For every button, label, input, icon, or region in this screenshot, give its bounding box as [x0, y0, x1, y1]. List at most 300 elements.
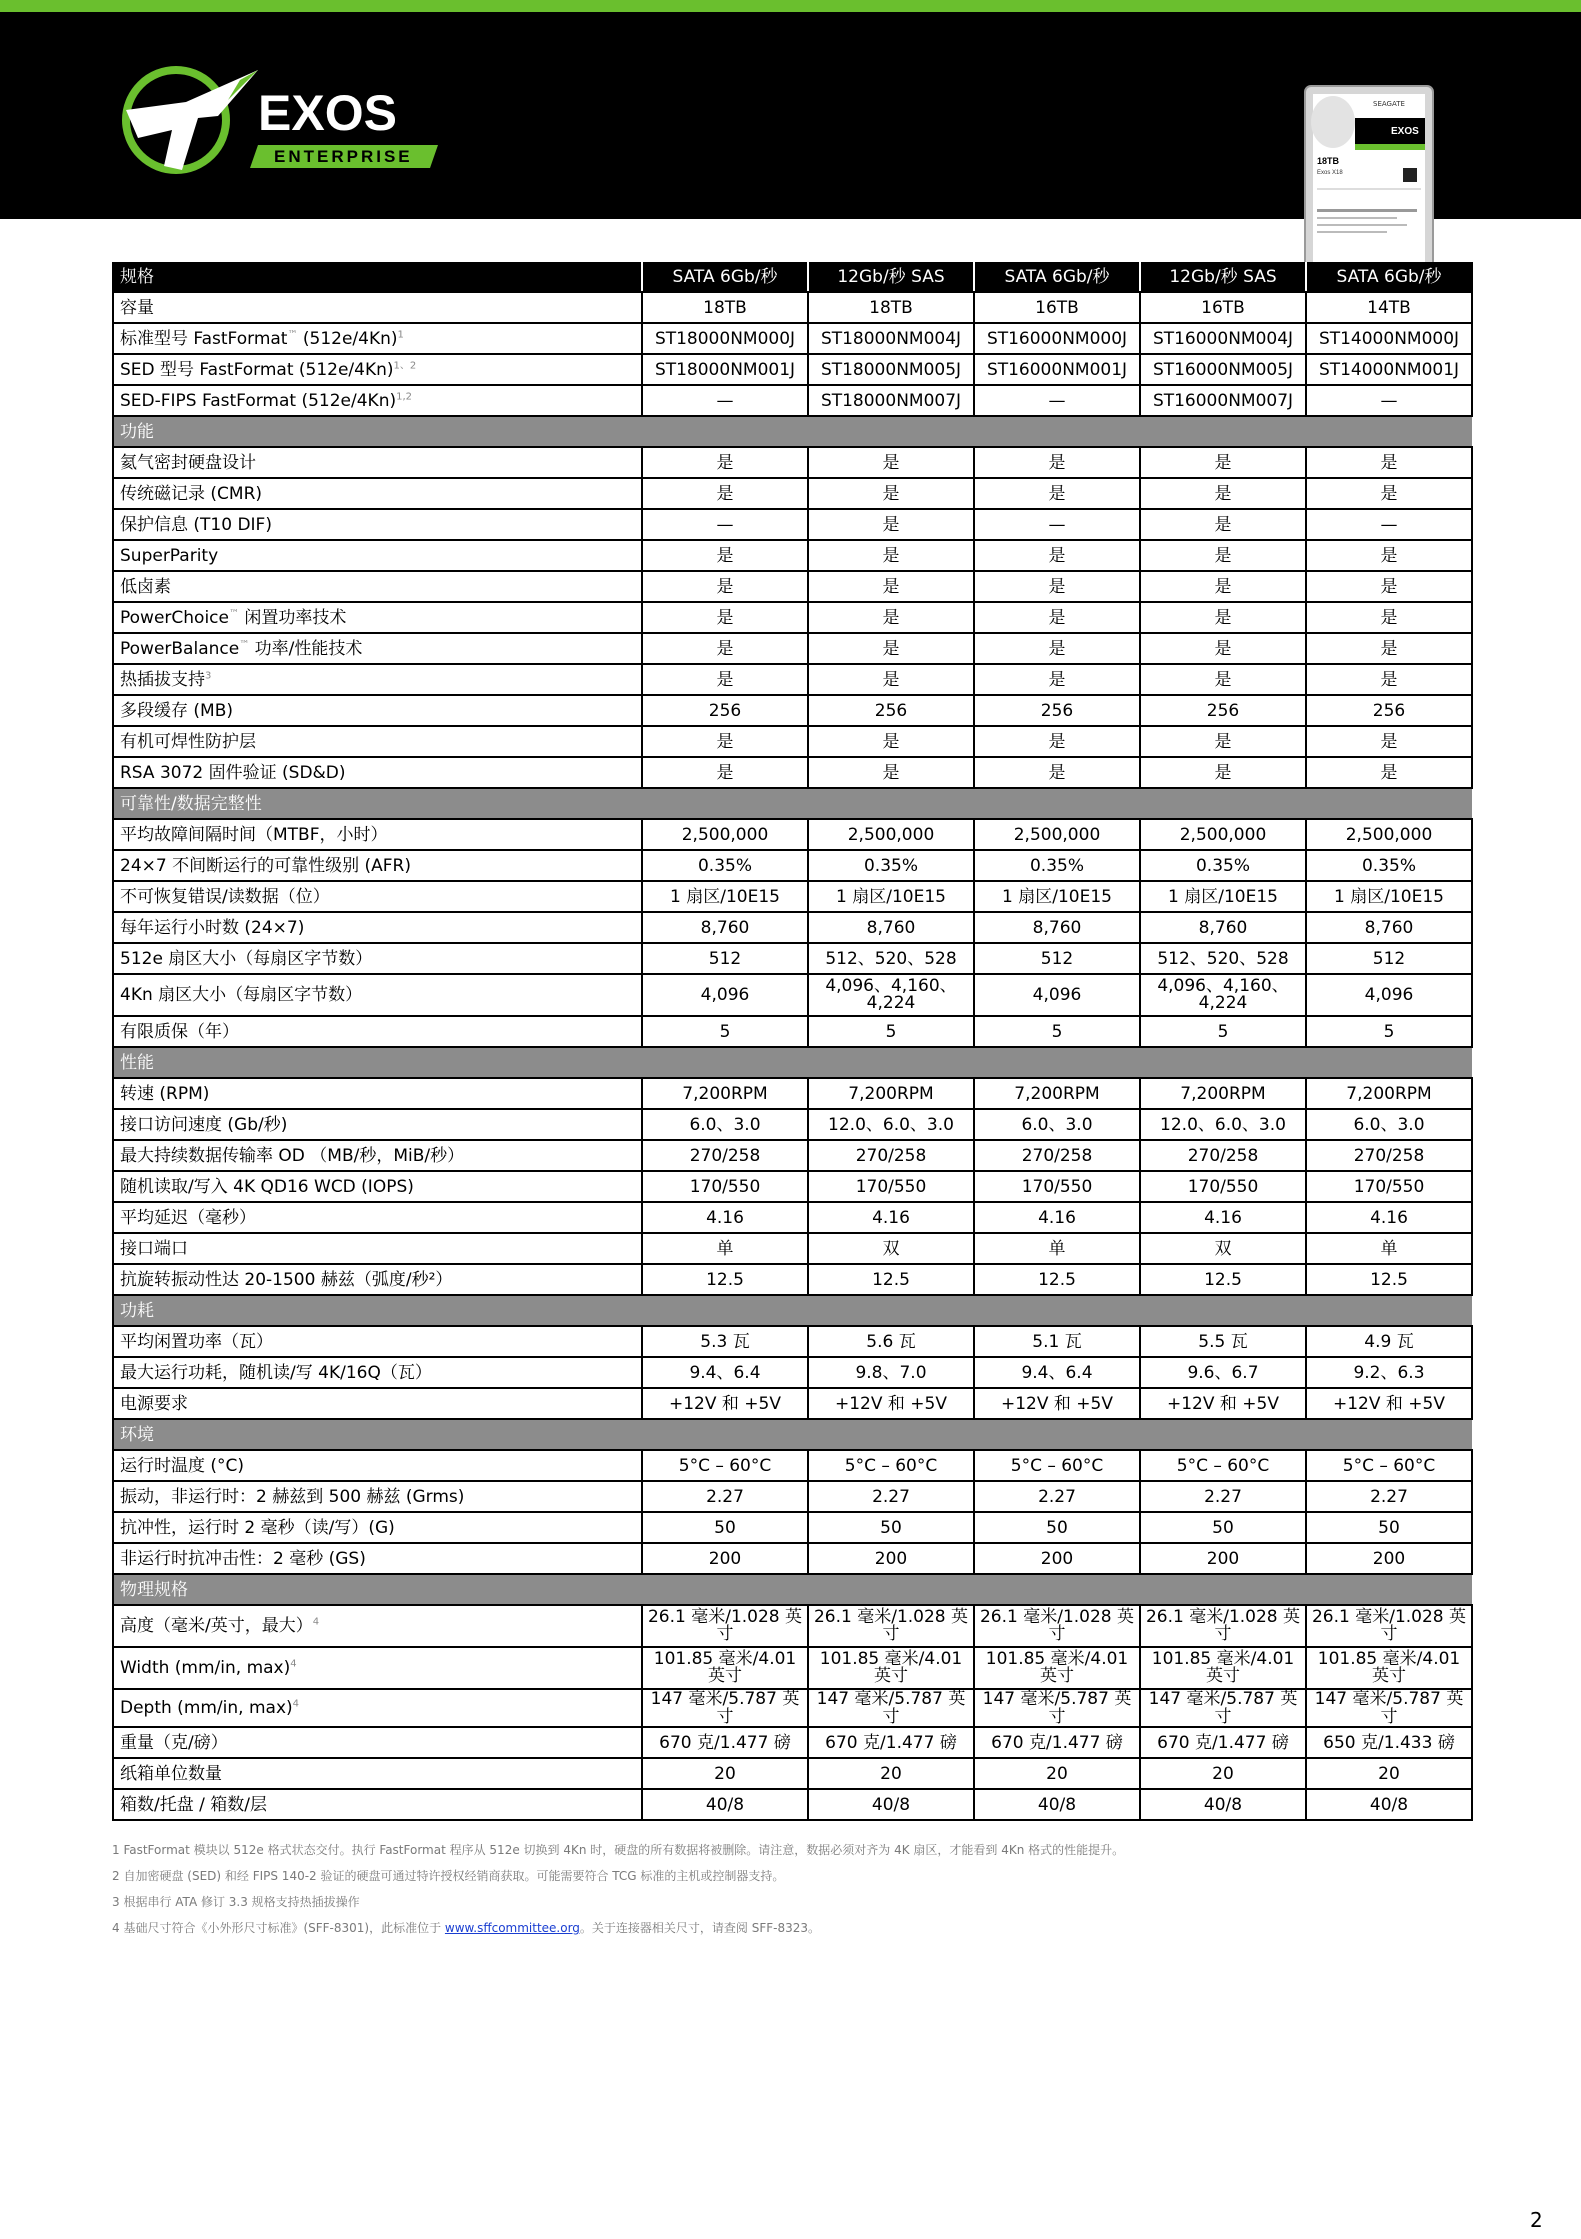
table-cell: —: [1306, 509, 1472, 540]
table-cell: 14TB: [1306, 292, 1472, 323]
table-row: [113, 354, 1472, 385]
row-label-text: 抗旋转振动性达 20-1500 赫兹（弧度/秒²）: [120, 1269, 453, 1290]
table-cell: 是: [642, 447, 808, 478]
table-cell: 是: [974, 540, 1140, 571]
table-cell: 147 毫米/5.787 英寸: [808, 1689, 974, 1727]
trademark-mark: ™: [239, 638, 250, 650]
table-cell: 4.16: [1306, 1202, 1472, 1233]
table-cell: 26.1 毫米/1.028 英寸: [1140, 1605, 1306, 1647]
row-label: [113, 354, 642, 385]
row-label-text: 箱数/托盘 / 箱数/层: [120, 1794, 267, 1815]
footnote-ref: 1,2: [396, 390, 413, 402]
table-cell: 是: [974, 478, 1140, 509]
row-label-text: 传统磁记录 (CMR): [120, 483, 263, 504]
table-row: [113, 881, 1472, 912]
table-cell: 是: [808, 757, 974, 788]
row-label: [113, 633, 642, 664]
row-label: [113, 1078, 642, 1109]
table-cell: 101.85 毫米/4.01 英寸: [1306, 1647, 1472, 1689]
row-label: [113, 1140, 642, 1171]
table-cell: 4.9 瓦: [1306, 1326, 1472, 1357]
page-header: [0, 12, 1581, 219]
table-cell: 是: [974, 571, 1140, 602]
drive-model-label: Exos X18: [1317, 170, 1343, 176]
table-cell: 26.1 毫米/1.028 英寸: [974, 1605, 1140, 1647]
drive-brand-label: EXOS: [1391, 126, 1419, 137]
table-cell: 18TB: [808, 292, 974, 323]
row-label: [113, 664, 642, 695]
table-cell: 0.35%: [1140, 850, 1306, 881]
interface-column-header: SATA 6Gb/秒: [642, 262, 808, 292]
table-cell: 26.1 毫米/1.028 英寸: [1306, 1605, 1472, 1647]
row-label: [113, 912, 642, 943]
row-label: [113, 1689, 642, 1727]
table-cell: 是: [642, 478, 808, 509]
row-label-text: 平均延迟（毫秒）: [120, 1207, 256, 1228]
table-cell: 5.6 瓦: [808, 1326, 974, 1357]
table-cell: 是: [808, 478, 974, 509]
brand-name: EXOS: [258, 85, 397, 141]
table-cell: 是: [1140, 757, 1306, 788]
row-label-text: 抗冲性，运行时 2 毫秒（读/写）(G): [120, 1517, 395, 1538]
table-cell: 256: [974, 695, 1140, 726]
row-label-text: 平均闲置功率（瓦）: [120, 1331, 273, 1352]
table-cell: 5°C – 60°C: [974, 1450, 1140, 1481]
table-cell: ST18000NM007J: [808, 385, 974, 416]
table-cell: 5°C – 60°C: [808, 1450, 974, 1481]
hard-drive-image: [1303, 84, 1435, 274]
table-cell: 是: [808, 447, 974, 478]
table-cell: 7,200RPM: [1140, 1078, 1306, 1109]
row-label-text: (512e/4Kn): [297, 328, 398, 349]
table-cell: 12.5: [974, 1264, 1140, 1295]
table-cell: 是: [808, 571, 974, 602]
row-label: [113, 385, 642, 416]
table-cell: 147 毫米/5.787 英寸: [642, 1689, 808, 1727]
table-cell: 8,760: [974, 912, 1140, 943]
row-label-text: PowerBalance: [120, 638, 240, 659]
spec-table: [112, 262, 1473, 1821]
table-cell: ST18000NM004J: [808, 323, 974, 354]
row-label-text: 运行时温度 (°C): [120, 1455, 245, 1476]
drive-capacity-label: 18TB: [1317, 156, 1340, 166]
row-label: [113, 943, 642, 974]
table-cell: —: [642, 385, 808, 416]
table-row: [113, 1233, 1472, 1264]
footnote-4-text: 4 基础尺寸符合《小外形尺寸标准》(SFF-8301)，此标准位于: [112, 1921, 445, 1935]
footnotes: [112, 1842, 1472, 1946]
table-cell: 0.35%: [1306, 850, 1472, 881]
row-label: [113, 1202, 642, 1233]
table-cell: 是: [1140, 447, 1306, 478]
brand-subtitle: ENTERPRISE: [274, 147, 413, 166]
row-label-text: 氦气密封硬盘设计: [120, 452, 256, 473]
table-cell: 512、520、528: [1140, 943, 1306, 974]
table-cell: 是: [808, 509, 974, 540]
table-cell: 是: [642, 664, 808, 695]
table-row: [113, 1789, 1472, 1820]
table-row: [113, 1388, 1472, 1419]
table-row: [113, 1202, 1472, 1233]
table-row: [113, 478, 1472, 509]
table-cell: 256: [642, 695, 808, 726]
row-label: [113, 447, 642, 478]
table-row: [113, 1357, 1472, 1388]
row-label-text: 保护信息 (T10 DIF): [120, 514, 272, 535]
table-cell: 101.85 毫米/4.01 英寸: [974, 1647, 1140, 1689]
row-label-text: Depth (mm/in, max): [120, 1698, 293, 1718]
table-cell: 270/258: [642, 1140, 808, 1171]
row-label-text: 平均故障间隔时间（MTBF，小时）: [120, 824, 388, 845]
section-row: [113, 416, 1472, 447]
row-label: [113, 323, 642, 354]
table-row: [113, 1647, 1472, 1689]
row-label-text: 非运行时抗冲击性：2 毫秒 (GS): [120, 1548, 366, 1569]
section-row: [113, 1574, 1472, 1605]
table-cell: 256: [1140, 695, 1306, 726]
row-label-text: 多段缓存 (MB): [120, 700, 233, 721]
row-label-text: 每年运行小时数 (24×7): [120, 917, 305, 938]
row-label: [113, 1171, 642, 1202]
table-row: [113, 1171, 1472, 1202]
row-label: [113, 478, 642, 509]
table-cell: 是: [642, 757, 808, 788]
section-title: 可靠性/数据完整性: [113, 788, 1472, 819]
table-cell: 是: [642, 540, 808, 571]
table-row: [113, 943, 1472, 974]
table-row: [113, 1450, 1472, 1481]
row-label: [113, 1543, 642, 1574]
footnote-ref: 3: [205, 669, 212, 681]
footnote-ref: 4: [290, 1658, 297, 1670]
table-cell: 256: [1306, 695, 1472, 726]
table-cell: 270/258: [1140, 1140, 1306, 1171]
table-cell: 5°C – 60°C: [1140, 1450, 1306, 1481]
row-label-text: 低卤素: [120, 576, 171, 597]
row-label-text: PowerChoice: [120, 607, 229, 628]
row-label-text: 热插拔支持: [120, 669, 205, 690]
table-cell: 9.6、6.7: [1140, 1357, 1306, 1388]
row-label: [113, 1388, 642, 1419]
table-cell: 101.85 毫米/4.01 英寸: [1140, 1647, 1306, 1689]
table-row: [113, 1605, 1472, 1647]
table-cell: 0.35%: [808, 850, 974, 881]
table-cell: 50: [808, 1512, 974, 1543]
table-cell: 12.5: [1140, 1264, 1306, 1295]
table-cell: 12.5: [642, 1264, 808, 1295]
table-cell: —: [1306, 385, 1472, 416]
trademark-mark: ™: [228, 607, 239, 619]
table-cell: 2.27: [642, 1481, 808, 1512]
row-label: [113, 1727, 642, 1758]
row-label-text: 振动，非运行时：2 赫兹到 500 赫兹 (Grms): [120, 1486, 465, 1507]
table-cell: 4,096、4,160、4,224: [1140, 974, 1306, 1016]
footnote-3: 3 根据串行 ATA 修订 3.3 规格支持热插拔操作: [112, 1895, 360, 1909]
table-cell: 5.3 瓦: [642, 1326, 808, 1357]
table-cell: 12.0、6.0、3.0: [1140, 1109, 1306, 1140]
row-label-text: SED 型号 FastFormat (512e/4Kn): [120, 359, 394, 380]
table-cell: 2.27: [1140, 1481, 1306, 1512]
table-cell: 双: [1140, 1233, 1306, 1264]
table-cell: 是: [974, 664, 1140, 695]
table-cell: 4.16: [808, 1202, 974, 1233]
table-cell: 是: [808, 540, 974, 571]
table-row: [113, 1727, 1472, 1758]
footnote-ref: 1、2: [393, 359, 417, 371]
table-row: [113, 1109, 1472, 1140]
table-cell: 6.0、3.0: [642, 1109, 808, 1140]
table-cell: +12V 和 +5V: [974, 1388, 1140, 1419]
table-cell: 16TB: [1140, 292, 1306, 323]
table-row: [113, 509, 1472, 540]
table-row: [113, 1758, 1472, 1789]
table-cell: 8,760: [808, 912, 974, 943]
row-label: [113, 1450, 642, 1481]
table-cell: 50: [1306, 1512, 1472, 1543]
row-label: [113, 1481, 642, 1512]
table-cell: 101.85 毫米/4.01 英寸: [642, 1647, 808, 1689]
table-cell: 7,200RPM: [974, 1078, 1140, 1109]
table-cell: 是: [1306, 633, 1472, 664]
table-cell: 200: [974, 1543, 1140, 1574]
table-cell: 170/550: [808, 1171, 974, 1202]
table-cell: 40/8: [1306, 1789, 1472, 1820]
table-cell: 5°C – 60°C: [642, 1450, 808, 1481]
table-cell: 是: [1140, 540, 1306, 571]
table-cell: 双: [808, 1233, 974, 1264]
row-label: [113, 1233, 642, 1264]
table-cell: 40/8: [1140, 1789, 1306, 1820]
table-cell: ST16000NM000J: [974, 323, 1140, 354]
table-row: [113, 571, 1472, 602]
table-cell: 170/550: [974, 1171, 1140, 1202]
table-cell: 40/8: [808, 1789, 974, 1820]
table-cell: 20: [808, 1758, 974, 1789]
table-cell: 147 毫米/5.787 英寸: [1140, 1689, 1306, 1727]
row-label-text: 功率/性能技术: [249, 638, 363, 659]
table-cell: 是: [642, 726, 808, 757]
table-cell: ST16000NM001J: [974, 354, 1140, 385]
table-cell: 是: [1306, 602, 1472, 633]
row-label: [113, 602, 642, 633]
table-row: [113, 1264, 1472, 1295]
table-cell: 40/8: [642, 1789, 808, 1820]
table-cell: 512: [974, 943, 1140, 974]
table-cell: 5.1 瓦: [974, 1326, 1140, 1357]
table-cell: 是: [974, 602, 1140, 633]
row-label-text: 标准型号 FastFormat: [120, 328, 288, 349]
table-row: [113, 1326, 1472, 1357]
drive-maker-label: SEAGATE: [1373, 100, 1405, 108]
table-cell: 200: [642, 1543, 808, 1574]
table-cell: 4.16: [1140, 1202, 1306, 1233]
table-cell: 50: [974, 1512, 1140, 1543]
table-cell: 4,096、4,160、4,224: [808, 974, 974, 1016]
table-cell: 670 克/1.477 磅: [808, 1727, 974, 1758]
row-label: [113, 1605, 642, 1647]
table-cell: +12V 和 +5V: [1306, 1388, 1472, 1419]
row-label: [113, 509, 642, 540]
table-cell: 26.1 毫米/1.028 英寸: [808, 1605, 974, 1647]
table-row: [113, 447, 1472, 478]
row-label-text: 重量（克/磅）: [120, 1732, 228, 1753]
row-label: [113, 974, 642, 1016]
table-cell: 2.27: [808, 1481, 974, 1512]
table-cell: 50: [1140, 1512, 1306, 1543]
table-cell: 是: [808, 602, 974, 633]
row-label: [113, 850, 642, 881]
table-cell: 是: [1140, 571, 1306, 602]
table-cell: 6.0、3.0: [1306, 1109, 1472, 1140]
table-cell: —: [642, 509, 808, 540]
trademark-mark: ™: [287, 328, 298, 340]
sffcommittee-link[interactable]: www.sffcommittee.org: [444, 1921, 580, 1935]
row-label: [113, 819, 642, 850]
table-cell: ST18000NM005J: [808, 354, 974, 385]
table-header-row: [113, 262, 1472, 292]
table-cell: 1 扇区/10E15: [1140, 881, 1306, 912]
section-row: [113, 1295, 1472, 1326]
table-row: [113, 912, 1472, 943]
table-cell: 4,096: [974, 974, 1140, 1016]
table-cell: 270/258: [1306, 1140, 1472, 1171]
row-label-text: 纸箱单位数量: [120, 1763, 222, 1784]
row-label-text: 4Kn 扇区大小（每扇区字节数）: [120, 985, 363, 1005]
row-label-text: 电源要求: [120, 1393, 188, 1414]
footnote-ref: 1: [397, 328, 404, 340]
table-row: [113, 757, 1472, 788]
table-cell: +12V 和 +5V: [642, 1388, 808, 1419]
table-cell: 2,500,000: [642, 819, 808, 850]
row-label-text: 闲置功率技术: [238, 607, 347, 628]
table-cell: 是: [974, 447, 1140, 478]
row-label: [113, 1647, 642, 1689]
spec-column-header: 规格: [113, 262, 642, 292]
table-cell: 是: [974, 726, 1140, 757]
footnote-2: 2 自加密硬盘 (SED) 和经 FIPS 140-2 验证的硬盘可通过特许授权经销商获取。可能需要符合 TCG 标准的主机或控制器支持。: [112, 1869, 785, 1883]
section-title: 功耗: [113, 1295, 1472, 1326]
table-cell: 8,760: [1140, 912, 1306, 943]
table-cell: 512、520、528: [808, 943, 974, 974]
table-cell: 2.27: [974, 1481, 1140, 1512]
row-label-text: 接口访问速度 (Gb/秒): [120, 1114, 288, 1135]
table-cell: 5: [974, 1016, 1140, 1047]
table-cell: 270/258: [808, 1140, 974, 1171]
page-number: 2: [1530, 2208, 1543, 2232]
table-cell: 2.27: [1306, 1481, 1472, 1512]
row-label-text: 有机可焊性防护层: [120, 731, 256, 752]
footnote-4-tail: 。关于连接器相关尺寸，请查阅 SFF-8323。: [579, 1921, 821, 1935]
table-cell: 是: [808, 633, 974, 664]
table-cell: 9.4、6.4: [642, 1357, 808, 1388]
table-cell: 是: [642, 571, 808, 602]
table-row: [113, 1140, 1472, 1171]
table-cell: 是: [1140, 633, 1306, 664]
table-cell: 是: [974, 633, 1140, 664]
table-cell: 20: [974, 1758, 1140, 1789]
section-row: [113, 788, 1472, 819]
section-title: 物理规格: [113, 1574, 1472, 1605]
table-cell: 9.2、6.3: [1306, 1357, 1472, 1388]
row-label-text: 512e 扇区大小（每扇区字节数）: [120, 948, 373, 969]
row-label-text: 随机读取/写入 4K QD16 WCD (IOPS): [120, 1176, 414, 1197]
table-cell: 20: [642, 1758, 808, 1789]
table-cell: ST16000NM004J: [1140, 323, 1306, 354]
table-row: [113, 1543, 1472, 1574]
table-cell: 5: [642, 1016, 808, 1047]
table-cell: 1 扇区/10E15: [974, 881, 1140, 912]
table-cell: 512: [642, 943, 808, 974]
section-row: [113, 1047, 1472, 1078]
table-cell: 1 扇区/10E15: [642, 881, 808, 912]
table-cell: 670 克/1.477 磅: [974, 1727, 1140, 1758]
table-cell: 512: [1306, 943, 1472, 974]
table-cell: 单: [974, 1233, 1140, 1264]
table-cell: 650 克/1.433 磅: [1306, 1727, 1472, 1758]
table-cell: ST14000NM001J: [1306, 354, 1472, 385]
table-cell: ST14000NM000J: [1306, 323, 1472, 354]
table-cell: 2,500,000: [1306, 819, 1472, 850]
row-label-text: SuperParity: [120, 545, 219, 566]
table-cell: 2,500,000: [808, 819, 974, 850]
table-cell: 16TB: [974, 292, 1140, 323]
table-row: [113, 695, 1472, 726]
table-cell: 4.16: [974, 1202, 1140, 1233]
row-label: [113, 757, 642, 788]
row-label: [113, 1326, 642, 1357]
table-row: [113, 726, 1472, 757]
table-cell: 1 扇区/10E15: [1306, 881, 1472, 912]
table-cell: 170/550: [1306, 1171, 1472, 1202]
footnote-ref: 4: [312, 1616, 320, 1628]
table-cell: 6.0、3.0: [974, 1109, 1140, 1140]
table-cell: 5.5 瓦: [1140, 1326, 1306, 1357]
table-cell: —: [974, 385, 1140, 416]
row-label-text: 最大持续数据传输率 OD （MB/秒，MiB/秒）: [120, 1145, 465, 1166]
table-cell: 256: [808, 695, 974, 726]
interface-column-header: SATA 6Gb/秒: [1306, 262, 1472, 292]
table-cell: 20: [1140, 1758, 1306, 1789]
row-label-text: 转速 (RPM): [120, 1083, 210, 1104]
table-cell: 2,500,000: [1140, 819, 1306, 850]
table-cell: 12.5: [808, 1264, 974, 1295]
table-cell: 170/550: [642, 1171, 808, 1202]
table-cell: 是: [1306, 478, 1472, 509]
table-cell: 单: [1306, 1233, 1472, 1264]
table-cell: 12.0、6.0、3.0: [808, 1109, 974, 1140]
table-cell: 是: [808, 664, 974, 695]
table-cell: 170/550: [1140, 1171, 1306, 1202]
table-cell: ST16000NM005J: [1140, 354, 1306, 385]
exos-enterprise-logo: [108, 60, 438, 190]
table-cell: 9.4、6.4: [974, 1357, 1140, 1388]
table-cell: 是: [1306, 664, 1472, 695]
table-cell: 147 毫米/5.787 英寸: [1306, 1689, 1472, 1727]
table-row: [113, 292, 1472, 323]
table-cell: 是: [974, 757, 1140, 788]
table-cell: 200: [808, 1543, 974, 1574]
table-cell: 5: [1140, 1016, 1306, 1047]
table-cell: 0.35%: [974, 850, 1140, 881]
table-cell: 50: [642, 1512, 808, 1543]
row-label: [113, 1016, 642, 1047]
table-row: [113, 974, 1472, 1016]
table-row: [113, 819, 1472, 850]
table-cell: 是: [1306, 571, 1472, 602]
table-cell: 40/8: [974, 1789, 1140, 1820]
table-cell: 18TB: [642, 292, 808, 323]
table-row: [113, 1078, 1472, 1109]
